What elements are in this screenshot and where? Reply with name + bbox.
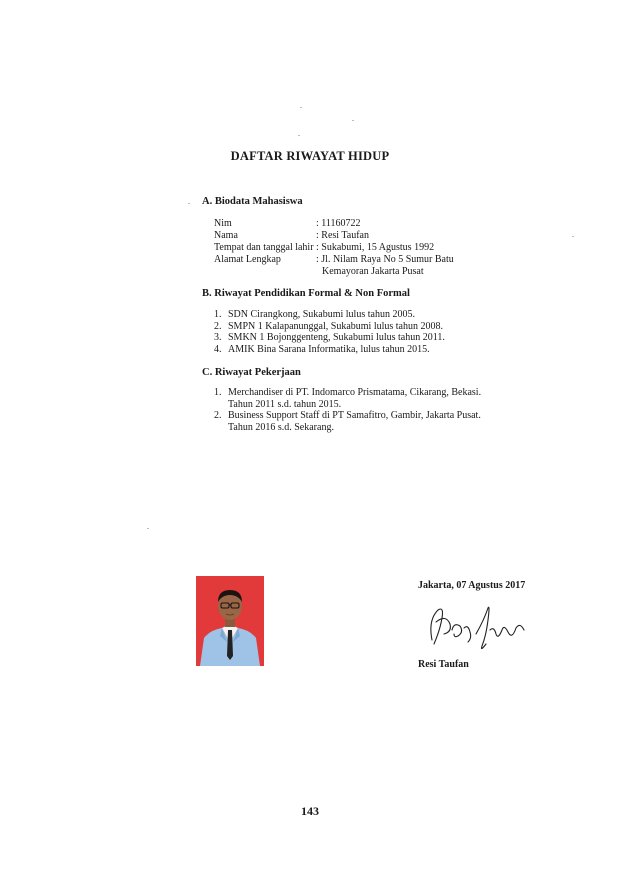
list-item — [214, 321, 498, 333]
list-text-line: Merchandiser di PT. Indomarco Prismatama, Cikarang, Bekasi. — [228, 387, 482, 398]
list-text: AMIK Bina Sarana Informatika, lulus tahun 2015. — [228, 343, 430, 355]
list-text-line: Tahun 2016 s.d. Sekarang. — [228, 421, 334, 433]
scan-speck — [300, 107, 302, 108]
scan-speck — [352, 120, 354, 121]
biodata-row — [214, 254, 492, 266]
section-c-heading: C. Riwayat Pekerjaan — [202, 367, 301, 378]
biodata-row — [214, 266, 492, 278]
list-item — [214, 332, 498, 344]
place-date: Jakarta, 07 Agustus 2017 — [418, 580, 526, 591]
list-item — [214, 387, 518, 410]
handwritten-signature — [424, 600, 534, 656]
scan-speck — [188, 203, 190, 204]
biodata-label — [214, 266, 316, 278]
portrait-illustration — [196, 576, 264, 666]
biodata-value: : 11160722 — [316, 218, 361, 229]
biodata-label: Alamat Lengkap — [214, 254, 281, 265]
profile-photo — [196, 576, 264, 666]
biodata-table — [214, 218, 492, 278]
biodata-label: Tempat dan tanggal lahir — [214, 242, 314, 253]
list-item — [214, 344, 498, 356]
biodata-value: : Jl. Nilam Raya No 5 Sumur Batu — [316, 254, 454, 265]
section-a-heading: A. Biodata Mahasiswa — [202, 196, 303, 207]
list-text — [228, 410, 518, 433]
scan-speck — [147, 528, 149, 529]
scan-speck — [298, 135, 300, 136]
biodata-value: Kemayoran Jakarta Pusat — [322, 266, 424, 277]
biodata-label: Nim — [214, 218, 232, 229]
list-number: 2. — [214, 320, 222, 332]
biodata-row — [214, 230, 492, 242]
list-text-line: Business Support Staff di PT Samafitro, Gambir, Jakarta Pusat. — [228, 410, 481, 421]
list-item — [214, 309, 498, 321]
list-text: SMKN 1 Bojonggenteng, Sukabumi lulus tahun 2011. — [228, 332, 445, 343]
page-number: 143 — [301, 804, 319, 818]
list-number: 1. — [214, 309, 222, 320]
biodata-row — [214, 242, 492, 254]
scan-speck — [572, 236, 574, 237]
list-text: SDN Cirangkong, Sukabumi lulus tahun 2005. — [228, 309, 415, 320]
list-text: SMPN 1 Kalapanunggal, Sukabumi lulus tahun 2008. — [228, 320, 443, 332]
list-text-line: Tahun 2011 s.d. tahun 2015. — [228, 398, 342, 410]
list-text — [228, 387, 518, 410]
list-number: 4. — [214, 343, 222, 355]
biodata-row — [214, 218, 492, 230]
biodata-value: : Sukabumi, 15 Agustus 1992 — [316, 242, 435, 253]
education-list — [214, 309, 498, 355]
list-number: 3. — [214, 332, 222, 343]
signer-name: Resi Taufan — [418, 659, 469, 670]
list-number: 1. — [214, 387, 222, 398]
list-number: 2. — [214, 410, 222, 421]
biodata-value: : Resi Taufan — [316, 230, 369, 241]
document-title: DAFTAR RIWAYAT HIDUP — [230, 149, 390, 163]
biodata-label: Nama — [214, 230, 238, 241]
list-item — [214, 410, 518, 433]
section-b-heading: B. Riwayat Pendidikan Formal & Non Formal — [202, 288, 410, 299]
work-history-list — [214, 387, 518, 433]
